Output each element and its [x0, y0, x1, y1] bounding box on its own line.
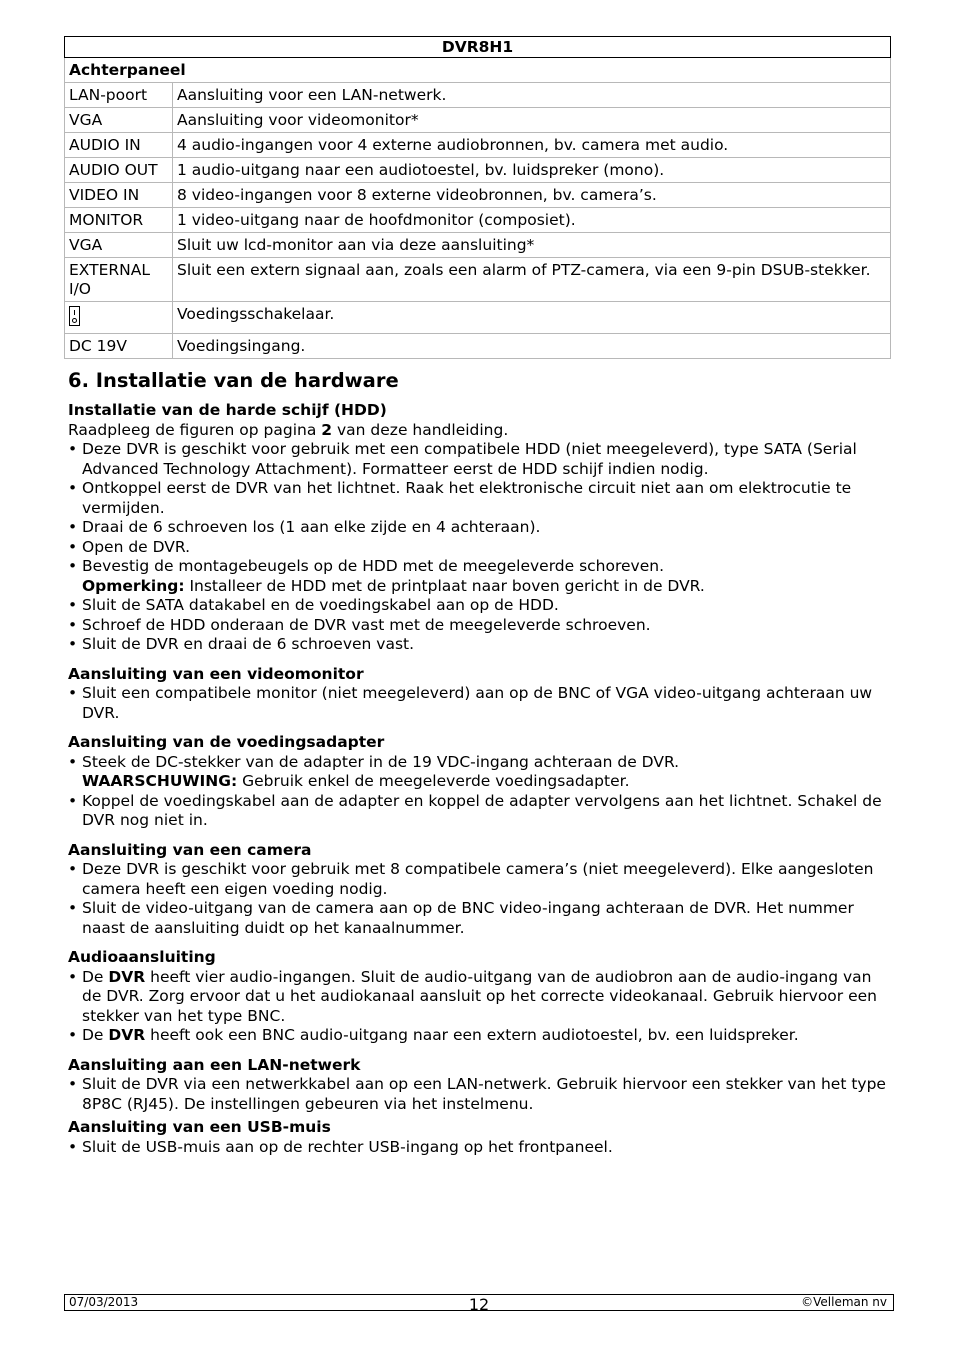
table-row [65, 108, 891, 133]
bullet-list [68, 1138, 891, 1158]
section-content [68, 401, 891, 1157]
footer-copyright: ©Velleman nv [801, 1295, 887, 1309]
list-item: • Draai de 6 schroeven los (1 aan elke zijde en 4 achteraan). [68, 518, 891, 538]
list-item: • Deze DVR is geschikt voor gebruik met een compatibele HDD (niet meegeleverd), type SATA (Serial Advanced Technology Attachment). Formatteer eerst de HDD schijf indien nodig. [68, 440, 891, 479]
page-number: 12 [468, 1295, 490, 1314]
list-item: • De DVR heeft vier audio-ingangen. Sluit de audio-uitgang van de audiobron aan de audio-ingang van de DVR. Zorg ervoor dat u het audiokanaal aansluit op het correcte videokanaal. Gebruik hiervoor een stekker van het type BNC. [68, 968, 891, 1027]
row-label: VGA [65, 108, 173, 133]
row-description: Voedingsschakelaar. [173, 302, 891, 334]
row-label: LAN-poort [65, 83, 173, 108]
list-item: • Sluit een compatibele monitor (niet meegeleverd) aan op de BNC of VGA video-uitgang achteraan uw DVR. [68, 684, 891, 723]
paragraph: Raadpleeg de figuren op pagina 2 van deze handleiding. [68, 420, 509, 439]
table-row [65, 158, 891, 183]
list-item: • Sluit de USB-muis aan op de rechter USB-ingang op het frontpaneel. [68, 1138, 891, 1158]
list-item: • Steek de DC-stekker van de adapter in de 19 VDC-ingang achteraan de DVR. WAARSCHUWING: Gebruik enkel de meegeleverde voedingsadapter. [68, 753, 891, 792]
list-item: • Open de DVR. [68, 538, 891, 558]
row-description: 8 video-ingangen voor 8 externe videobronnen, bv. camera’s. [173, 183, 891, 208]
bullet-list [68, 968, 891, 1046]
bullet-list [68, 1075, 891, 1114]
subsection-heading: Aansluiting van een USB-muis [68, 1118, 331, 1136]
row-label: MONITOR [65, 208, 173, 233]
power-switch-icon [69, 306, 80, 326]
bullet-list [68, 440, 891, 655]
table-row [65, 183, 891, 208]
bullet-list [68, 684, 891, 723]
table-section-header: Achterpaneel [65, 58, 891, 83]
list-item: • Sluit de SATA datakabel en de voedingskabel aan op de HDD. [68, 596, 891, 616]
subsection-heading: Audioaansluiting [68, 948, 216, 966]
subsection-heading: Aansluiting van een camera [68, 840, 312, 859]
table-row [65, 133, 891, 158]
list-item: • Deze DVR is geschikt voor gebruik met 8 compatibele camera’s (niet meegeleverd). Elke aangesloten camera heeft een eigen voeding nodig. [68, 860, 891, 899]
section-heading: 6. Installatie van de hardware [68, 369, 399, 392]
document-page [64, 36, 891, 1157]
subsection-heading: Aansluiting aan een LAN-netwerk [68, 1055, 361, 1074]
list-item: • Sluit de DVR via een netwerkkabel aan op een LAN-netwerk. Gebruik hiervoor een stekker van het type 8P8C (RJ45). De instellingen gebeuren via het instelmenu. [68, 1075, 891, 1114]
row-description: Aansluiting voor videomonitor* [173, 108, 891, 133]
list-item: • Schroef de HDD onderaan de DVR vast met de meegeleverde schroeven. [68, 616, 891, 636]
table-row [65, 258, 891, 302]
row-label: VGA [65, 233, 173, 258]
list-item: • Sluit de DVR en draai de 6 schroeven vast. [68, 635, 891, 655]
table-row [65, 83, 891, 108]
warning-label: WAARSCHUWING: [82, 772, 238, 790]
list-item: • Bevestig de montagebeugels op de HDD met de meegeleverde schoreven. Opmerking: Installeer de HDD met de printplaat naar boven gericht in de DVR. [68, 557, 891, 596]
table-row [65, 302, 891, 334]
row-label: EXTERNAL I/O [65, 258, 173, 302]
page-footer [64, 1294, 894, 1314]
list-item: • Sluit de video-uitgang van de camera aan op de BNC video-ingang achteraan de DVR. Het nummer naast de aansluiting duidt op het kanaalnummer. [68, 899, 891, 938]
row-description: 4 audio-ingangen voor 4 externe audiobronnen, bv. camera met audio. [173, 133, 891, 158]
table-row [65, 233, 891, 258]
bullet-list [68, 753, 891, 831]
rear-panel-table [64, 36, 891, 359]
row-description: Voedingsingang. [173, 334, 891, 359]
row-label: DC 19V [65, 334, 173, 359]
subsection-heading: Aansluiting van de voedingsadapter [68, 733, 385, 751]
list-item: • De DVR heeft ook een BNC audio-uitgang naar een extern audiotoestel, bv. een luidspreker. [68, 1026, 891, 1046]
list-item: • Koppel de voedingskabel aan de adapter en koppel de adapter vervolgens aan het lichtnet. Schakel de DVR nog niet in. [68, 792, 891, 831]
row-label: AUDIO IN [65, 133, 173, 158]
row-label [65, 302, 173, 334]
row-description: Aansluiting voor een LAN-netwerk. [173, 83, 891, 108]
row-description: Sluit een extern signaal aan, zoals een alarm of PTZ-camera, via een 9-pin DSUB-stekker. [173, 258, 891, 302]
table-row [65, 208, 891, 233]
note-label: Opmerking: [82, 576, 185, 595]
table-title: DVR8H1 [65, 37, 891, 58]
bullet-list [68, 860, 891, 938]
row-description: Sluit uw lcd-monitor aan via deze aansluiting* [173, 233, 891, 258]
list-item: • Ontkoppel eerst de DVR van het lichtnet. Raak het elektronische circuit niet aan om elektrocutie te vermijden. [68, 479, 891, 518]
row-description: 1 audio-uitgang naar een audiotoestel, bv. luidspreker (mono). [173, 158, 891, 183]
row-description: 1 video-uitgang naar de hoofdmonitor (composiet). [173, 208, 891, 233]
subsection-heading: Aansluiting van een videomonitor [68, 664, 364, 683]
row-label: AUDIO OUT [65, 158, 173, 183]
subsection-heading: Installatie van de harde schijf (HDD) [68, 401, 387, 419]
row-label: VIDEO IN [65, 183, 173, 208]
table-row [65, 334, 891, 359]
footer-date: 07/03/2013 [69, 1295, 139, 1309]
